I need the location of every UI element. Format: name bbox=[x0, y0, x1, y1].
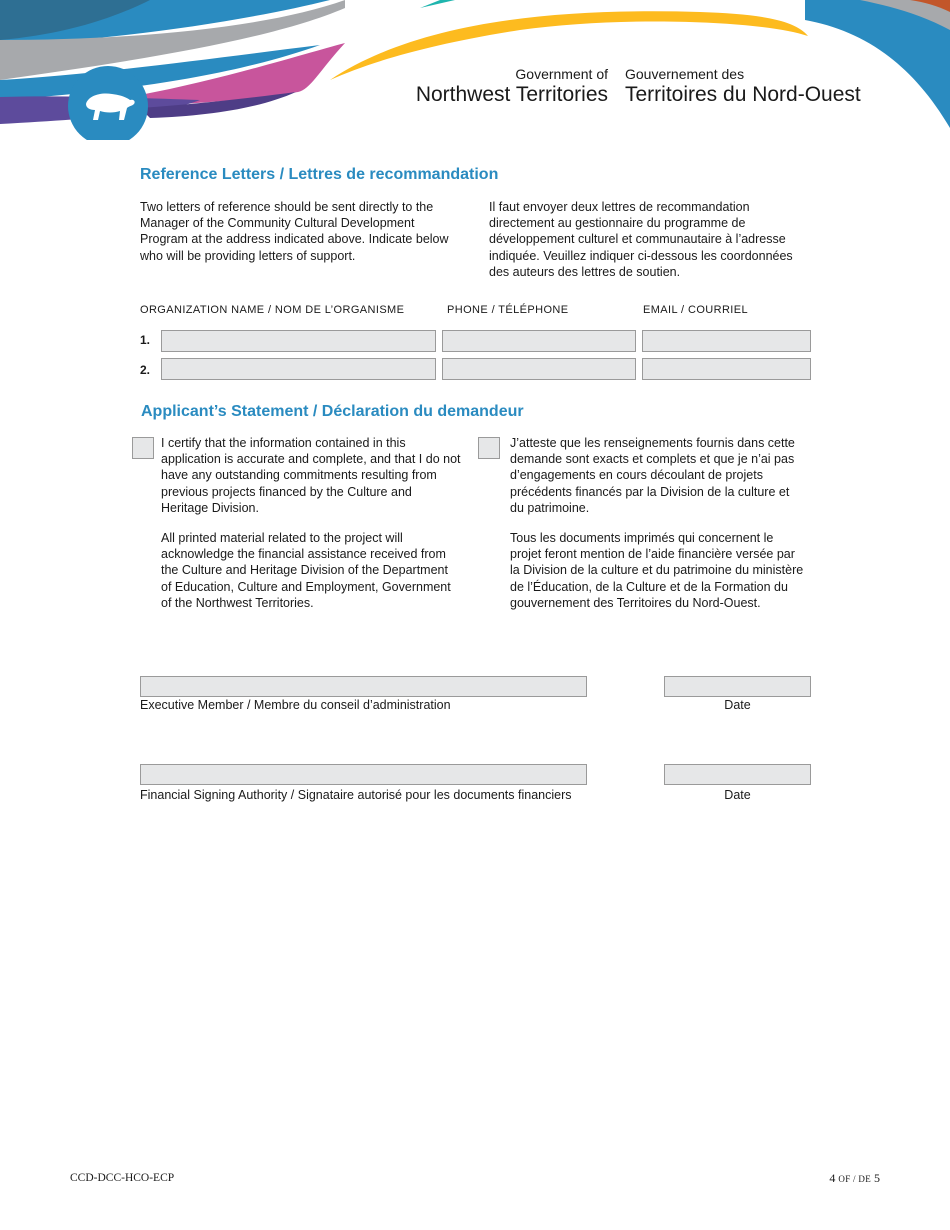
reference-2-organization-input[interactable] bbox=[161, 358, 436, 380]
banner-teal-arc bbox=[420, 0, 455, 8]
certify-en-checkbox[interactable] bbox=[132, 437, 154, 459]
column-email: EMAIL / COURRIEL bbox=[643, 304, 749, 316]
executive-member-signature-input[interactable] bbox=[140, 676, 587, 697]
row-number-2: 2. bbox=[140, 363, 151, 377]
column-phone: PHONE / TÉLÉPHONE bbox=[447, 304, 569, 316]
government-fr-line1: Gouvernement des bbox=[625, 66, 745, 82]
column-organization: ORGANIZATION NAME / NOM DE L’ORGANISME bbox=[140, 304, 405, 316]
financial-date-label: Date bbox=[724, 788, 751, 802]
government-en-line1: Government of bbox=[515, 66, 608, 82]
financial-authority-label: Financial Signing Authority / Signataire autorisé pour les documents financiers bbox=[140, 788, 572, 802]
page-indicator bbox=[829, 1171, 880, 1186]
page-of-label: OF / DE bbox=[838, 1174, 871, 1184]
reference-2-phone-input[interactable] bbox=[442, 358, 636, 380]
reference-letters-title: Reference Letters / Lettres de recommandation bbox=[140, 166, 499, 183]
page-current: 4 bbox=[829, 1171, 836, 1185]
page-total: 5 bbox=[874, 1171, 880, 1185]
statement-en-paragraph-1: I certify that the information contained in this application is accurate and complete, and that I do not have any outstanding commitments resulting from previous projects financed by the Culture and Heritage Division. bbox=[161, 436, 461, 515]
applicant-statement-title: Applicant’s Statement / Déclaration du demandeur bbox=[141, 403, 524, 420]
financial-authority-signature-input[interactable] bbox=[140, 764, 587, 785]
reference-2-email-input[interactable] bbox=[642, 358, 811, 380]
reference-1-email-input[interactable] bbox=[642, 330, 811, 352]
government-fr-wordmark bbox=[625, 66, 885, 107]
statement-en-paragraph-2: All printed material related to the project will acknowledge the financial assistance received from the Culture and Heritage Division of the Department of Education, Culture and Employment, Government of the Northwest Territories. bbox=[161, 531, 451, 610]
certify-fr-checkbox[interactable] bbox=[478, 437, 500, 459]
reference-1-phone-input[interactable] bbox=[442, 330, 636, 352]
government-en-line2: Northwest Territories bbox=[415, 83, 608, 106]
reference-instructions-fr: Il faut envoyer deux lettres de recommandation directement au gestionnaire du programme de développement culturel et communautaire à l’adresse indiquée. Veuillez indiquer ci-dessous les coordonnées des auteurs des lettres de soutien. bbox=[489, 200, 793, 279]
row-number-1: 1. bbox=[140, 333, 151, 347]
government-fr-line2: Territoires du Nord-Ouest bbox=[625, 83, 861, 106]
form-code: CCD-DCC-HCO-ECP bbox=[70, 1172, 175, 1184]
government-en-wordmark bbox=[404, 66, 608, 107]
executive-date-input[interactable] bbox=[664, 676, 811, 697]
financial-date-input[interactable] bbox=[664, 764, 811, 785]
executive-date-label: Date bbox=[724, 698, 751, 712]
reference-instructions-en: Two letters of reference should be sent directly to the Manager of the Community Cultural Development Program at the address indicated above. Indicate below who will be providing letters of support. bbox=[140, 200, 449, 263]
reference-1-organization-input[interactable] bbox=[161, 330, 436, 352]
executive-member-label: Executive Member / Membre du conseil d’administration bbox=[140, 698, 451, 712]
statement-fr-paragraph-2: Tous les documents imprimés qui concernent le projet feront mention de l’aide financière versée par la Division de la culture et du patrimoine du ministère de l’Éducation, de la Culture et de la Formation du gouvernement des Territoires du Nord-Ouest. bbox=[510, 531, 804, 610]
statement-fr-paragraph-1: J’atteste que les renseignements fournis dans cette demande sont exacts et complets et que je n’ai pas d’engagements en cours découlant de projets précédents financés par la Division de la culture et du patrimoine. bbox=[510, 436, 795, 515]
